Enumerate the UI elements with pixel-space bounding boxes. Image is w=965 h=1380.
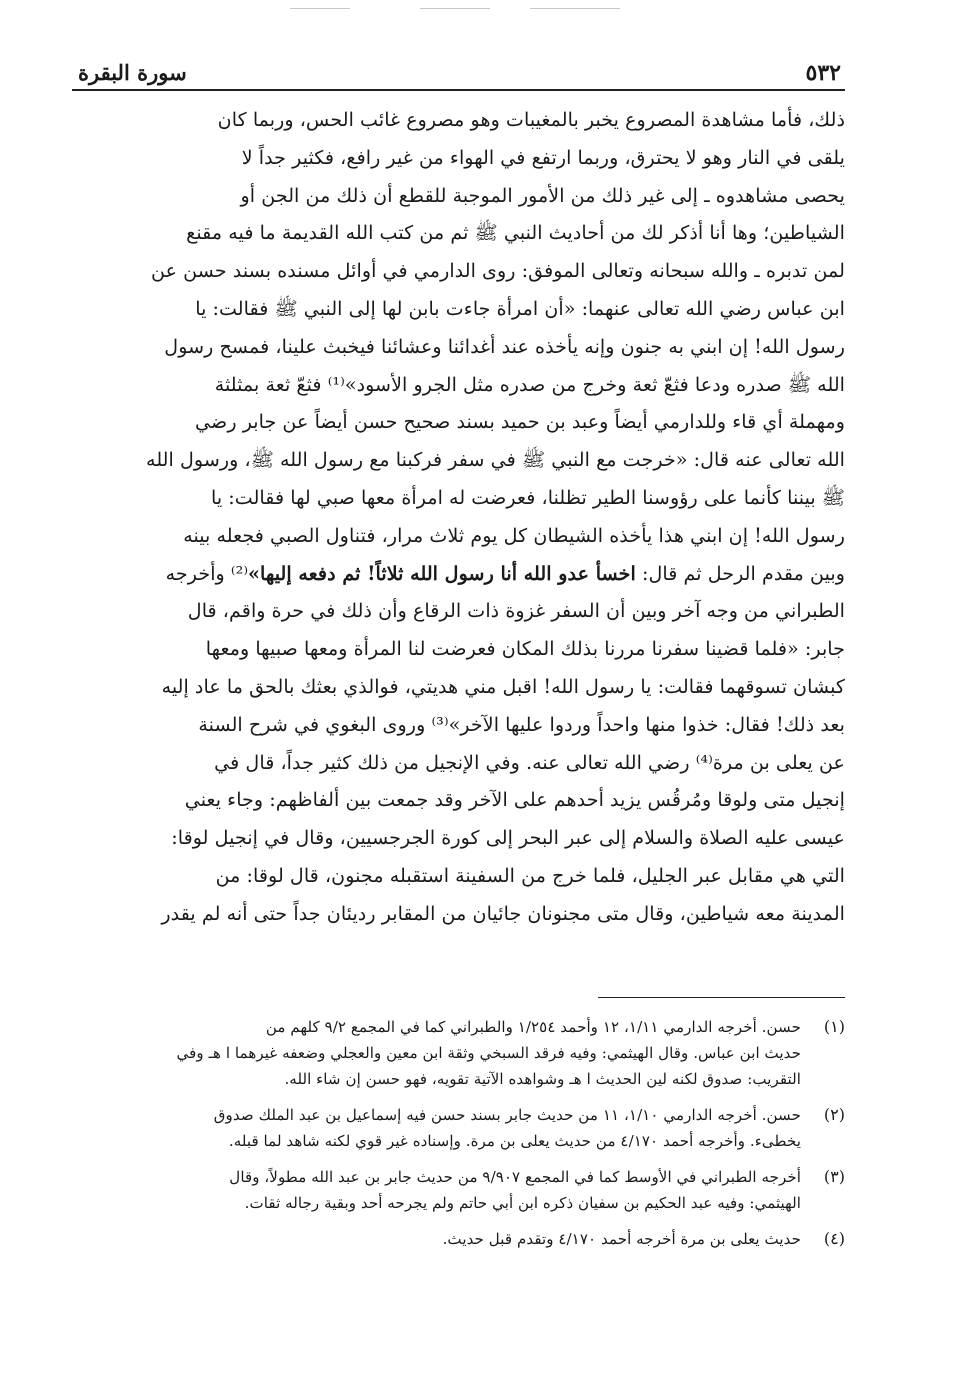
text-line: ابن عباس رضي الله تعالى عنهما: «أن امرأة جاءت بابن لها إلى النبي ﷺ فقالت: يا <box>195 296 845 320</box>
line-segment: وبين مقدم الرحل ثم قال: <box>635 561 845 585</box>
header-rule <box>72 89 845 91</box>
footnote-line: حسن. أخرجه الدارمي ١/١١، ١٢ وأحمد ١/٢٥٤ والطبراني كما في المجمع ٩/٢ كلهم من <box>265 1018 801 1036</box>
text-line: ﷺ بيننا كأنما على رؤوسنا الطير تظلنا، فعرضت له امرأة معها صبي لها فقالت: يا <box>210 485 845 509</box>
footnote-line: حسن. أخرجه الدارمي ١/١٠، ١١ من حديث جابر بسند حسن فيه إسماعيل بن عبد الملك صدوق <box>213 1106 801 1124</box>
text-line: الله تعالى عنه قال: «خرجت مع النبي ﷺ في سفر فركبنا مع رسول الله ﷺ، ورسول الله <box>146 448 845 472</box>
text-line: ذلك، فأما مشاهدة المصروع يخبر بالمغيبات وهو مصروع غائب الحس، وربما كان <box>217 108 845 131</box>
footnote-number: (٤) <box>823 1229 845 1248</box>
text-line: عن يعلى بن مرة⁽⁴⁾ رضي الله تعالى عنه. وفي الإنجيل من ذلك كثير جداً، قال في <box>214 750 845 774</box>
footnotes <box>72 1014 845 1262</box>
text-line: المدينة معه شياطين، وقال متى مجنونان جائيان من المقابر رديئان جداً حتى أنه لم يقدر <box>161 901 845 925</box>
footnote-line: أخرجه الطبراني في الأوسط كما في المجمع ٩/٩٠٧ من حديث جابر بن عبد الله مطولاً، وقال <box>229 1168 801 1186</box>
text-line: الله ﷺ صدره ودعا فثعّ ثعة وخرج من صدره مثل الجرو الأسود»⁽¹⁾ فثعّ ثعة بمثلثة <box>214 372 845 396</box>
text-line: رسول الله! إن ابني به جنون وإنه يأخذه عند أغدائنا وعشائنا فيخبث علينا، فمسح رسول <box>164 334 845 358</box>
text-line: عيسى عليه الصلاة والسلام إلى عبر البحر إلى كورة الجرجسيين، وقال في إنجيل لوقا: <box>171 826 845 850</box>
page-number: ٥٣٢ <box>805 60 841 86</box>
main-text-body <box>72 101 845 933</box>
text-line: الشياطين؛ وها أنا أذكر لك من أحاديث النبي ﷺ ثم من كتب الله القديمة ما فيه مقنع <box>186 221 845 245</box>
footnote-line: التقريب: صدوق لكنه لين الحديث ا هـ وشواهده الآتية تقويه، فهو حسن إن شاء الله. <box>284 1070 801 1088</box>
text-line-with-bold-quote <box>72 555 845 593</box>
text-line: يلقى في النار وهو لا يحترق، وربما ارتفع في الهواء من غير رافع، فكثير جداً لا <box>241 145 845 169</box>
text-line: إنجيل متى ولوقا ومُرقُس يزيد أحدهم على الآخر وقد جمعت بين ألفاظهم: وجاء يعني <box>184 788 845 812</box>
text-line: بعد ذلك! فقال: خذوا منها واحداً وردوا عليها الآخر»⁽³⁾ وروى البغوي في شرح السنة <box>198 712 845 736</box>
running-header <box>72 58 845 92</box>
footnote-number: (٢) <box>823 1105 845 1124</box>
text-line: رسول الله! إن ابني هذا يأخذه الشيطان كل يوم ثلاث مرار، فتناول الصبي فجعله بينه <box>183 523 845 547</box>
footnote-rule <box>598 997 845 998</box>
text-line: كبشان تسوقهما فقالت: يا رسول الله! اقبل مني هديتي، فوالذي بعثك بالحق ما عاد إليه <box>161 674 845 698</box>
footnote-4 <box>72 1226 845 1252</box>
text-line: التي هي مقابل عبر الجليل، فلما خرج من السفينة استقبله مجنون، قال لوقا: من <box>215 863 845 887</box>
footnote-1 <box>72 1014 845 1092</box>
footnote-3 <box>72 1164 845 1216</box>
text-line: ومهملة أي قاء وللدارمي أيضاً وعبد بن حميد بسند صحيح حسن أيضاً عن جابر رضي <box>195 410 845 434</box>
surah-title: سورة البقرة <box>78 60 187 85</box>
bold-hadith-quote: اخسأ عدو الله أنا رسول الله ثلاثاً! ثم دفعه إليها» <box>248 561 636 585</box>
text-line: جابر: «فلما قضينا سفرنا مررنا بذلك المكان فعرضت لنا المرأة ومعها صبيها ومعها <box>205 637 845 661</box>
footnote-line: حديث ابن عباس. وقال الهيثمي: وفيه فرقد السبخي وثقة ابن معين والعجلي وضعفه غيرهما ا هـ وفي <box>176 1044 801 1062</box>
footnote-number: (٣) <box>823 1167 845 1186</box>
text-line: لمن تدبره ـ والله سبحانه وتعالى الموفق: روى الدارمي في أوائل مسنده بسند حسن عن <box>150 259 845 283</box>
footnote-number: (١) <box>823 1017 845 1036</box>
footnote-line: الهيثمي: وفيه عبد الحكيم بن سفيان ذكره ابن أبي حاتم ولم يجرحه أحد وبقية رجاله ثقات. <box>244 1194 801 1212</box>
footnote-line: يخطىء. وأخرجه أحمد ٤/١٧٠ من حديث يعلى بن مرة. وإسناده غير قوي لكنه شاهد لما قبله. <box>228 1132 801 1150</box>
footnote-2 <box>72 1102 845 1154</box>
line-segment: ⁽²⁾ وأخرجه <box>165 561 249 585</box>
text-line: يحصى مشاهدوه ـ إلى غير ذلك من الأمور الموجبة للقطع أن ذلك من الجن أو <box>240 183 845 207</box>
text-line: الطبراني من وجه آخر وبين أن السفر غزوة ذات الرقاع وأن ذلك في حرة واقم، قال <box>187 599 845 623</box>
top-scan-marks <box>0 4 965 14</box>
footnote-line: حديث يعلى بن مرة أخرجه أحمد ٤/١٧٠ وتقدم قبل حديث. <box>442 1230 801 1248</box>
